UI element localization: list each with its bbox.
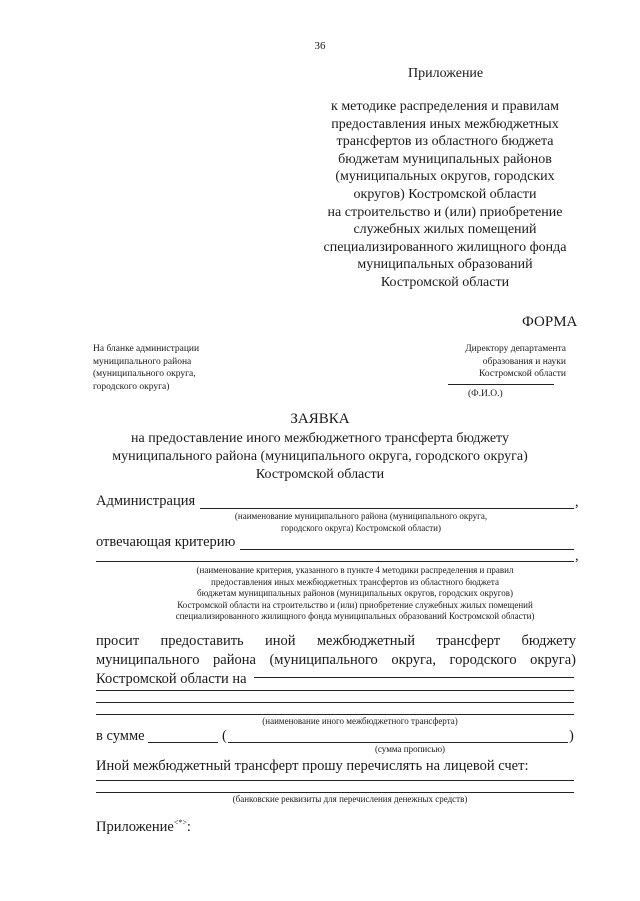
transfer-account-text: Иной межбюджетный трансферт прошу перечислять на лицевой счет:	[96, 758, 529, 774]
administration-hint: (наименование муниципального района (муниципального округа, городского округа) Костромской области)	[234, 511, 488, 533]
addressee-block	[448, 343, 566, 381]
appendix-line: на строительство и (или) приобретение	[327, 204, 563, 220]
bank-details-field-2[interactable]	[96, 792, 574, 793]
appendix-title: Приложение	[408, 66, 484, 81]
subtitle-line: Костромской области	[255, 467, 385, 482]
page-number: 36	[314, 40, 326, 52]
appendix-line: Костромской области	[380, 274, 510, 290]
request-line-1: просит предоставить иной межбюджетный трансферт бюджету	[96, 633, 576, 649]
letterhead-note	[93, 343, 199, 393]
amount-open-paren: (	[222, 728, 227, 744]
subtitle-line: муниципального района (муниципального округа, городского округа)	[112, 449, 528, 464]
criterion-label: отвечающая критерию	[96, 534, 236, 550]
appendix-line: округов) Костромской области	[353, 186, 537, 202]
criterion-field[interactable]	[240, 549, 574, 550]
footnote-mark: <*>	[173, 818, 187, 827]
request-line-2: муниципального района (муниципального округа, городского округа)	[96, 652, 576, 668]
administration-label: Администрация	[96, 493, 196, 509]
appendix-line: специализированного жилищного фонда	[323, 239, 567, 255]
criterion-field-2[interactable]	[96, 561, 574, 562]
appendix-line: (муниципальных округов, городских	[335, 169, 555, 185]
addressee-line: Директору департамента	[465, 344, 566, 354]
transfer-name-field-4[interactable]	[96, 714, 574, 715]
appendix-line: служебных жилых помещений	[353, 222, 537, 238]
appendix-description	[300, 98, 590, 292]
application-subtitle	[80, 430, 560, 484]
administration-field[interactable]	[200, 508, 574, 509]
attachment-label: Приложение<*>:	[96, 818, 191, 835]
letterhead-line: городского округа)	[93, 381, 170, 392]
criterion-comma: ,	[575, 548, 579, 564]
transfer-name-field[interactable]	[254, 677, 574, 678]
appendix-line: трансфертов из областного бюджета	[336, 134, 554, 150]
transfer-name-field-3[interactable]	[96, 702, 574, 703]
appendix-line: муниципальных образований	[357, 257, 533, 273]
addressee-line: Костромской области	[479, 369, 566, 379]
transfer-name-field-2[interactable]	[96, 690, 574, 691]
appendix-line: к методике распределения и правилам	[331, 99, 559, 114]
request-line-3: Костромской области на	[96, 671, 247, 687]
bank-details-field[interactable]	[96, 780, 574, 781]
subtitle-line: на предоставление иного межбюджетного трансферта бюджету	[131, 431, 509, 446]
fio-hint: (Ф.И.О.)	[468, 389, 503, 399]
bank-details-hint: (банковские реквизиты для перечисления денежных средств)	[232, 794, 468, 804]
request-paragraph	[96, 632, 576, 689]
appendix-line: предоставления иных межбюджетных	[331, 116, 559, 132]
criterion-hint: (наименование критерия, указанного в пункте 4 методики распределения и правил предоставления иных межбюджетных трансфертов из областного бюджета бюджетам муниципальных районов (муниципальных округов, городских округов) Костромской области на строительство и (или) приобретение служебных жилых помещений специализированного жилищного фонда муниципальных образований Костромской области)	[175, 565, 535, 621]
form-label: ФОРМА	[522, 314, 578, 330]
amount-close-paren: )	[569, 728, 574, 744]
transfer-name-hint: (наименование иного межбюджетного трансферта)	[262, 716, 458, 726]
amount-numeric-field[interactable]	[148, 742, 218, 743]
fio-field-line[interactable]	[448, 384, 554, 385]
amount-words-field[interactable]	[228, 742, 568, 743]
letterhead-line: (муниципального округа,	[93, 369, 196, 379]
application-title: ЗАЯВКА	[290, 411, 350, 427]
amount-label: в сумме	[96, 728, 145, 744]
appendix-line: бюджетам муниципальных районов	[338, 151, 552, 167]
amount-hint: (сумма прописью)	[374, 744, 446, 754]
addressee-line: образования и науки	[482, 356, 566, 367]
letterhead-line: муниципального района	[93, 356, 192, 367]
administration-comma: ,	[575, 494, 579, 510]
letterhead-line: На бланке администрации	[93, 344, 200, 354]
